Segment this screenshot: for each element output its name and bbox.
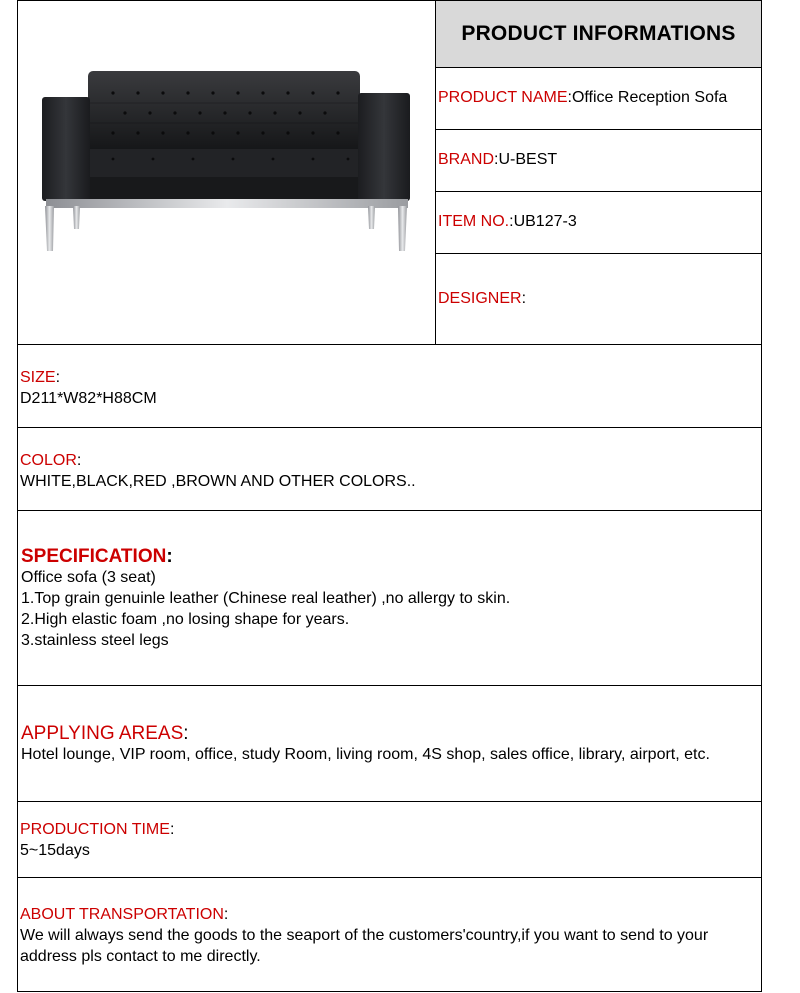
divider <box>17 427 762 428</box>
specification-line: Office sofa (3 seat) <box>21 569 156 586</box>
label-separator: : <box>76 452 82 469</box>
specification-line: 2.High elastic foam ,no losing shape for years. <box>21 611 350 628</box>
specification-line: 3.stainless steel legs <box>21 632 169 649</box>
item-number-row <box>438 213 577 231</box>
label-separator: : <box>183 723 189 744</box>
size-value: D211*W82*H88CM <box>20 390 157 407</box>
transportation-section <box>20 904 708 967</box>
label-separator: : <box>521 290 527 307</box>
product-name-label: PRODUCT NAME <box>438 89 568 106</box>
product-name-row <box>438 89 727 107</box>
label-separator: : <box>494 151 499 168</box>
item-number-label: ITEM NO. <box>438 213 510 230</box>
label-separator: : <box>55 369 61 386</box>
sofa-illustration <box>18 1 435 344</box>
designer-row <box>438 290 526 308</box>
divider <box>435 191 762 192</box>
designer-label: DESIGNER <box>438 290 522 307</box>
item-number-value: UB127-3 <box>513 213 577 230</box>
divider <box>17 801 762 802</box>
applying-areas-label: APPLYING AREAS <box>21 723 184 744</box>
label-separator: : <box>169 821 175 838</box>
brand-value: U-BEST <box>498 151 558 168</box>
product-name-value: Office Reception Sofa <box>571 89 728 106</box>
divider <box>435 129 762 130</box>
transportation-label: ABOUT TRANSPORTATION <box>20 906 224 923</box>
divider <box>17 877 762 878</box>
divider <box>17 685 762 686</box>
label-separator: : <box>509 213 514 230</box>
production-time-label: PRODUCTION TIME <box>20 821 170 838</box>
specification-label: SPECIFICATION <box>21 546 167 567</box>
size-label: SIZE <box>20 369 56 386</box>
brand-label: BRAND <box>438 151 495 168</box>
applying-areas-value: Hotel lounge, VIP room, office, study Room, living room, 4S shop, sales office, library, airport, etc. <box>21 746 710 763</box>
divider <box>435 253 762 254</box>
brand-row <box>438 151 557 169</box>
applying-areas-section <box>21 723 710 765</box>
production-time-value: 5~15days <box>20 842 90 859</box>
product-image <box>18 1 435 344</box>
size-section <box>20 367 157 409</box>
transportation-line: We will always send the goods to the seaport of the customers'country,if you want to send to your <box>20 927 709 944</box>
label-separator: : <box>223 906 229 923</box>
divider <box>435 67 762 68</box>
specification-section <box>21 546 510 651</box>
divider <box>17 344 762 345</box>
label-separator: : <box>166 546 173 567</box>
specification-line: 1.Top grain genuinle leather (Chinese real leather) ,no allergy to skin. <box>21 590 511 607</box>
color-label: COLOR <box>20 452 77 469</box>
label-separator: : <box>567 89 572 106</box>
divider <box>17 510 762 511</box>
color-value: WHITE,BLACK,RED ,BROWN AND OTHER COLORS.. <box>20 473 416 490</box>
page-title: PRODUCT INFORMATIONS <box>436 1 761 67</box>
production-time-section <box>20 819 174 861</box>
color-section <box>20 450 416 492</box>
transportation-line: address pls contact to me directly. <box>20 948 261 965</box>
